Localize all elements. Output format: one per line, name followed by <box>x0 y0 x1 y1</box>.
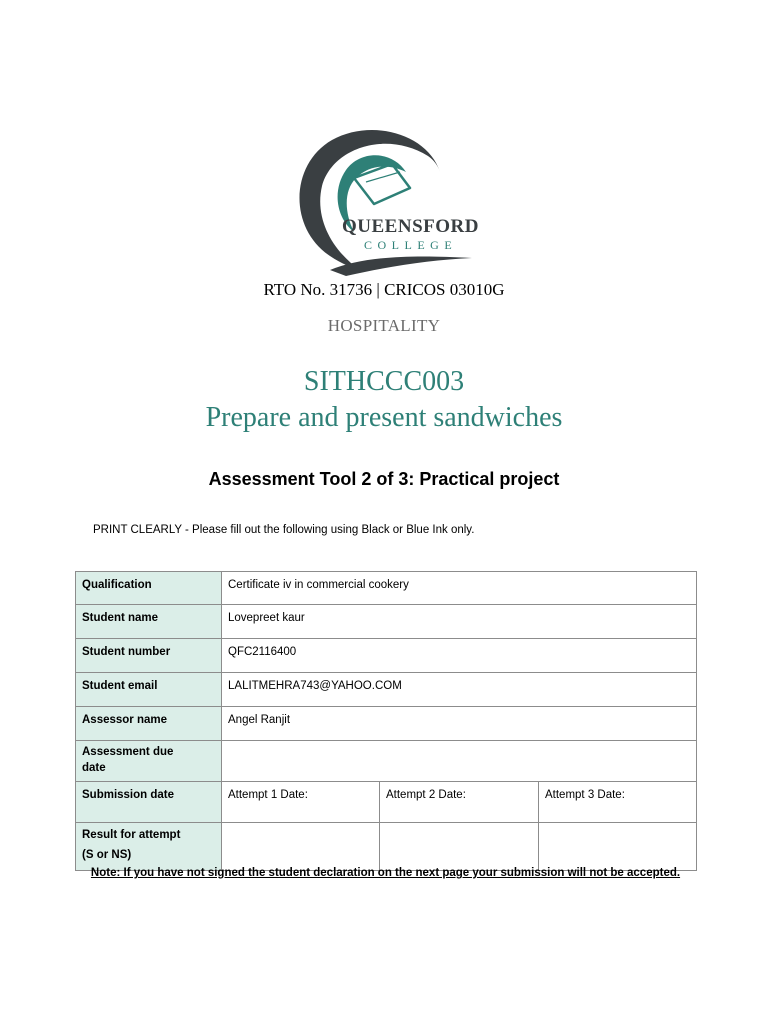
qualification-field[interactable]: Certificate iv in commercial cookery <box>222 572 697 605</box>
assessor-name-label: Assessor name <box>76 707 222 741</box>
table-row <box>76 741 697 782</box>
assessment-due-date-label: Assessment due date <box>76 741 222 782</box>
logo-bottom-wave <box>330 257 472 277</box>
print-instructions: PRINT CLEARLY - Please fill out the following using Black or Blue Ink only. <box>93 524 475 536</box>
student-name-field[interactable]: Lovepreet kaur <box>222 605 697 639</box>
attempt-1-date-field[interactable]: Attempt 1 Date: <box>222 782 380 823</box>
attempt-3-date-field[interactable]: Attempt 3 Date: <box>539 782 697 823</box>
table-row <box>76 605 697 639</box>
attempt-2-date-field[interactable]: Attempt 2 Date: <box>380 782 539 823</box>
student-name-label: Student name <box>76 605 222 639</box>
result-for-attempt-label: Result for attempt (S or NS) <box>76 823 222 871</box>
department-label: HOSPITALITY <box>327 316 441 335</box>
unit-code: SITHCCC003 <box>303 366 465 397</box>
attempt-3-result-field[interactable] <box>539 823 697 871</box>
table-row <box>76 639 697 673</box>
table-row <box>76 782 697 823</box>
assessment-tool-heading: Assessment Tool 2 of 3: Practical project <box>208 469 560 489</box>
qualification-label: Qualification <box>76 572 222 605</box>
rto-cricos-number: RTO No. 31736 | CRICOS 03010G <box>263 280 505 299</box>
student-email-label: Student email <box>76 673 222 707</box>
logo-wordmark: QUEENSFORD <box>342 216 479 237</box>
student-number-field[interactable]: QFC2116400 <box>222 639 697 673</box>
submission-date-label: Submission date <box>76 782 222 823</box>
assessment-due-date-field[interactable] <box>222 741 697 782</box>
student-number-label: Student number <box>76 639 222 673</box>
student-email-field[interactable]: LALITMEHRA743@YAHOO.COM <box>222 673 697 707</box>
table-row <box>76 673 697 707</box>
attempt-1-result-field[interactable] <box>222 823 380 871</box>
attempt-2-result-field[interactable] <box>380 823 539 871</box>
unit-title: Prepare and present sandwiches <box>205 402 563 433</box>
student-details-table <box>75 571 697 871</box>
table-row <box>76 572 697 605</box>
table-row <box>76 707 697 741</box>
logo-subwordmark: COLLEGE <box>364 238 458 252</box>
declaration-note: Note: If you have not signed the student declaration on the next page your submission will not be accepted. <box>90 867 681 879</box>
assessor-name-field[interactable]: Angel Ranjit <box>222 707 697 741</box>
table-row <box>76 823 697 871</box>
queensford-college-logo <box>290 120 490 280</box>
